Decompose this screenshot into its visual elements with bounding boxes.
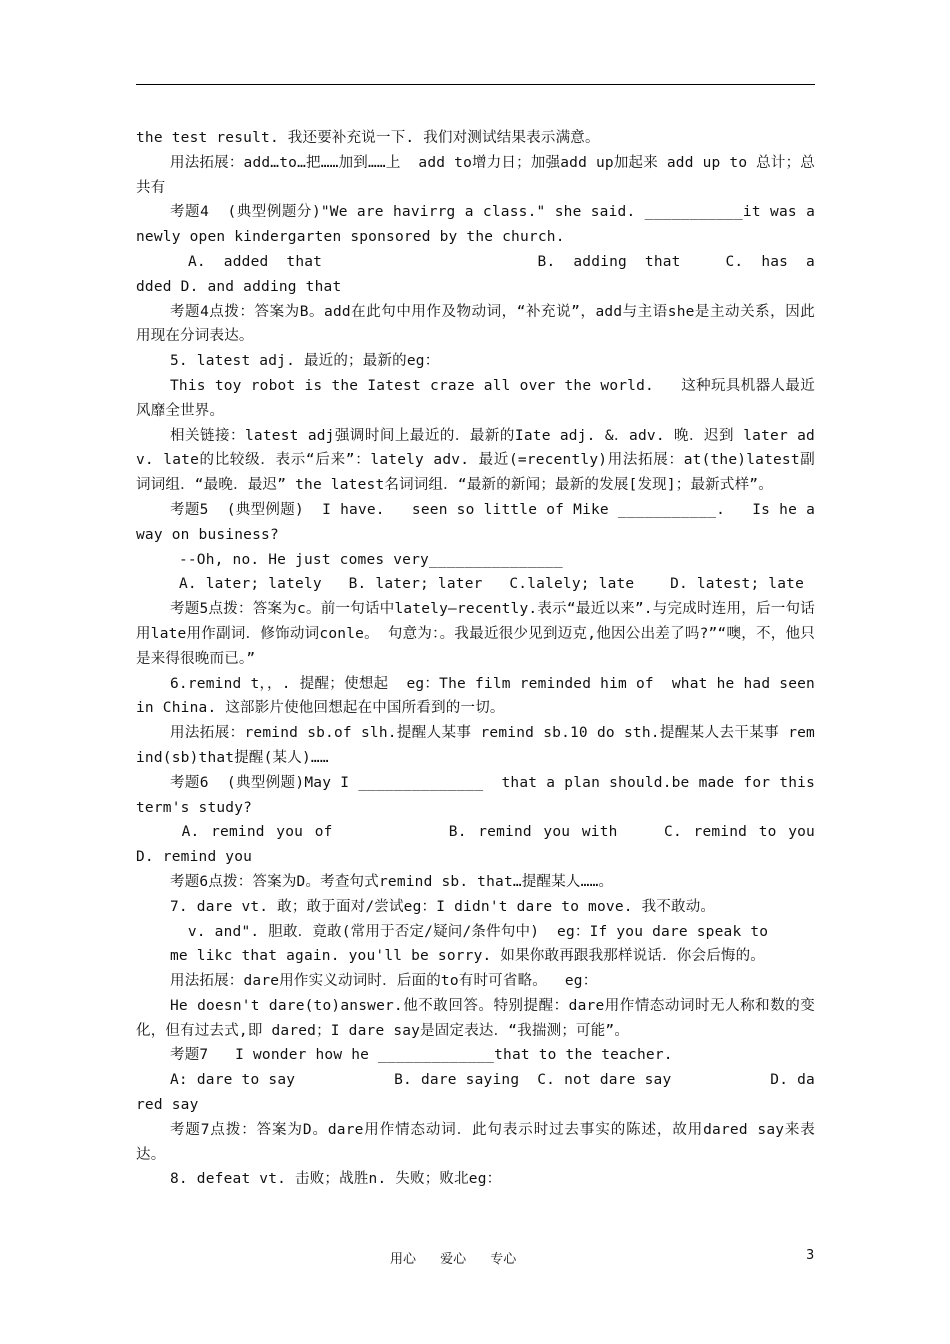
paragraph: 相关链接：latest adj强调时间上最近的．最新的Iate adj. &．adv. 晚．迟到 later adv. late的比较级．表示“后来”：lately adv. 最近(=recently)用法拓展：at(the)latest副词词组．“最晚．最迟” the latest名词词组．“最新的新闻；最新的发展[发现]；最新式样”。 [136,427,815,494]
paragraph: A. remind you of B. remind you with C. remind to you D. remind you [136,824,914,866]
paragraph: 5. latest adj. 最近的；最新的eg： [170,353,440,370]
paragraph: 考题7点拨：答案为D。dare用作情态动词．此句表示时过去事实的陈述，故用dared say来表达。 [136,1121,815,1163]
paragraph: 考题4 (典型例题分)"We are havirrg a class." she said. ___________it was a newly open kindergarten sponsored by the church. [136,204,824,246]
paragraph: A: dare to say B. dare saying C. not dare say D. dared say [136,1072,815,1114]
paragraph: 考题5 (典型例题) I have. seen so little of Mike ___________. Is he away on business? [136,501,815,543]
paragraph: 考题7 I wonder how he _____________that to the teacher. [170,1047,673,1064]
paragraph: 用法拓展：remind sb.of slh.提醒人某事 remind sb.10 do sth.提醒某人去干某事 remind(sb)that提醒(某人)…… [136,725,815,766]
paragraph: A. added that B. adding that C. has added D. and adding that [136,253,815,295]
body-text [136,126,914,1192]
paragraph: 7. dare vt. 敢；敢于面对/尝试eg：I didn't dare to move. 我不敢动。 [170,898,716,915]
paragraph: me likc that again. you'll be sorry. 如果你敢再跟我那样说话．你会后悔的。 [170,948,765,965]
page-footer [0,1248,950,1268]
header-rule [136,84,815,85]
paragraph: A. later; lately B. later; later C.lalely; late D. latest; late [170,576,805,593]
paragraph: 8. defeat vt. 击败；战胜n. 失败；败北eg： [170,1171,502,1188]
paragraph: 考题5点拨：答案为c。前一句话中lately—recently.表示“最近以来”.与完成时连用，后一句话用late用作副词．修饰动词conle。 句意为：。我最近很少见到迈克,他因公出差了吗?”“噢，不，他只是来得很晚而已。” [136,601,815,667]
paragraph: 用法拓展：add…to…把……加到……上 add to增力日；加强add up加起来 add up to 总计；总共有 [136,154,815,196]
paragraph: v. and". 胆敢．竟敢(常用于否定/疑问/条件句中) eg：If you dare speak to [170,923,769,940]
paragraph: 考题6 (典型例题)May I ______________ that a plan should.be made for this term's study? [136,774,824,816]
paragraph: 考题6点拨：答案为D。考查句式remind sb. that…提醒某人……。 [170,873,614,890]
paragraph: This toy robot is the Iatest craze all over the world. 这种玩具机器人最近风靡全世界。 [136,377,815,419]
paragraph: He doesn't dare(to)answer.他不敢回答。特别提醒：dare用作情态动词时无人称和数的变化，但有过去式,即 dared；I dare say是固定表达．“我揣测；可能”。 [136,997,815,1039]
page-number: 3 [806,1248,815,1263]
paragraph: --Oh, no. He just comes very_______________ [170,551,563,568]
paragraph: 6.remind t，，. 提醒；使想起 eg：The film reminded him of what he had seen in China. 这部影片使他回想起在中国所看到的一切。 [136,675,824,717]
paragraph: 考题4点拨：答案为B。add在此句中用作及物动词，“补充说”，add与主语she是主动关系，因此用现在分词表达。 [136,303,815,345]
paragraph: 用法拓展：dare用作实义动词时．后面的to有时可省略。 eg： [170,973,598,990]
footer-motto: 用心 爱心 专心 [390,1252,517,1267]
paragraph: the test result. 我还要补充说一下. 我们对测试结果表示满意。 [136,130,600,146]
